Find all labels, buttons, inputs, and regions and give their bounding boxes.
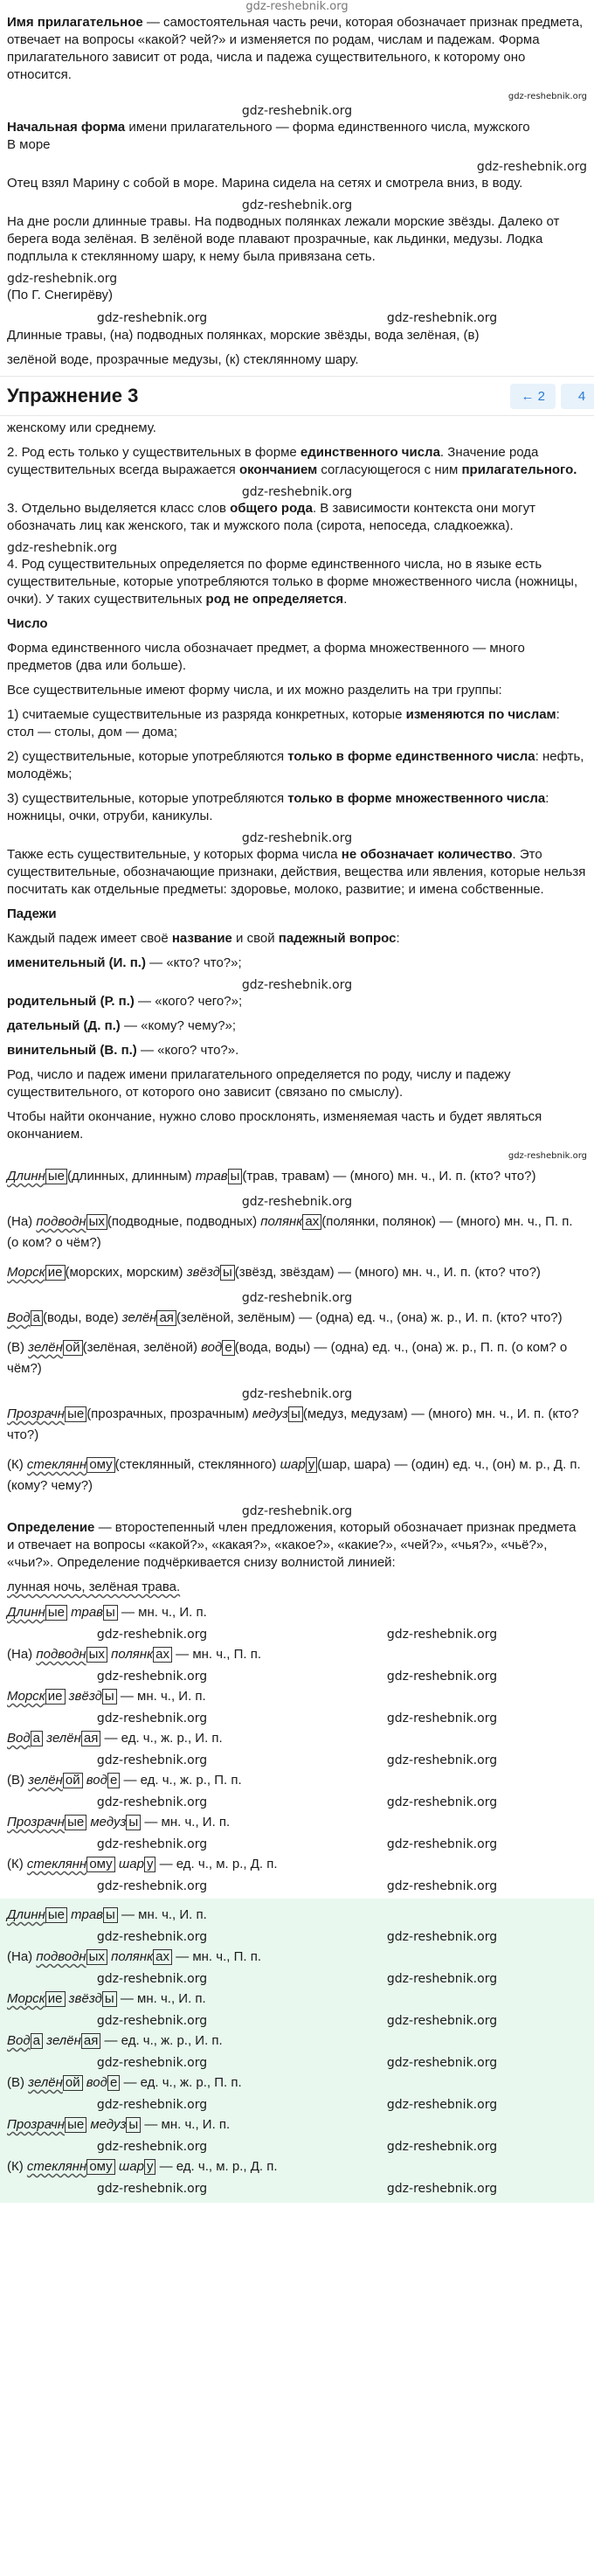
preposition: (На) [7, 1647, 37, 1662]
watermark: gdz-reshebnik.org [386, 2056, 498, 2070]
grammar-info: — (много) мн. ч., И. п. (кто? что?) [7, 1406, 579, 1442]
number-group-1: 1) считаемые существительные из разряда конкретных, которые изменяются по числам: стол — столы, дом — дома; [7, 707, 560, 739]
adjective-ending-box: ые [45, 1605, 67, 1621]
adjective-stem: подводн [36, 1949, 86, 1964]
watermark: gdz-reshebnik.org [96, 2098, 208, 2112]
answer-block [0, 1899, 594, 2203]
watermark: gdz-reshebnik.org [386, 1753, 498, 1767]
adjective-ending-box: ых [86, 1949, 107, 1965]
grammar-info: — (одна) ед. ч., (она) ж. р., И. п. (кто? что?) [294, 1310, 563, 1325]
watermark: gdz-reshebnik.org [386, 1837, 498, 1851]
watermark: gdz-reshebnik.org [386, 1628, 498, 1642]
watermark-row [7, 2140, 587, 2154]
watermark: gdz-reshebnik.org [241, 831, 353, 845]
watermark: gdz-reshebnik.org [96, 1795, 208, 1809]
number-text-1: Форма единственного числа обозначает предмет, а форма множественного — много предметов (два или больше). [7, 641, 525, 673]
noun-forms: (шар, шара) [317, 1457, 391, 1472]
noun-stem: полянк [111, 1647, 154, 1662]
adjective-forms: (зелёная, зелёной) [82, 1340, 202, 1355]
noun-stem: зелён [46, 1731, 81, 1746]
grammar-info: — мн. ч., П. п. [172, 1949, 261, 1964]
watermark: gdz-reshebnik.org [241, 978, 353, 992]
grammar-info: — мн. ч., И. п. [116, 1689, 206, 1704]
analysis-line [7, 1212, 587, 1253]
noun-stem: медуз [252, 1406, 289, 1421]
preposition: (К) [7, 1457, 27, 1472]
theory-item-2: 2. Род есть только у существительных в форме единственного числа. Значение рода существительных всегда выражается окончанием согласующегося с ним прилагательного. [7, 445, 577, 477]
definition-section [0, 1519, 594, 1596]
watermark: gdz-reshebnik.org [476, 160, 587, 174]
grammar-info: — (много) мн. ч., П. п. (о ком? о чём?) [7, 1214, 573, 1250]
preposition: (В) [7, 1773, 29, 1788]
adjective-forms: (длинных, длинным) [67, 1169, 196, 1184]
adjective-forms: (прозрачных, прозрачным) [86, 1406, 252, 1421]
noun-stem: вод [201, 1340, 223, 1355]
noun-ending-box: у [144, 2159, 156, 2175]
preposition: (На) [7, 1214, 37, 1229]
watermark: gdz-reshebnik.org [241, 198, 353, 212]
short-analysis-line [7, 1771, 587, 1790]
watermark: gdz-reshebnik.org [241, 1387, 353, 1401]
short-analysis-line [7, 2115, 587, 2135]
adjective-ending-box: ие [45, 1265, 66, 1281]
noun-stem: трав [71, 1907, 104, 1922]
preposition: (К) [7, 2159, 27, 2174]
adjective-ending-box: ые [45, 1169, 67, 1184]
intro-section [0, 14, 594, 369]
adjective-ending-box: ые [45, 1907, 67, 1923]
case-accusative: винительный (В. п.) — «кого? что?». [7, 1043, 239, 1058]
short-analysis-line [7, 1906, 587, 1925]
watermark: gdz-reshebnik.org [386, 2140, 498, 2154]
cases-intro: Каждый падеж имеет своё название и свой падежный вопрос: [7, 931, 400, 946]
watermark-row [7, 1930, 587, 1944]
watermark: gdz-reshebnik.org [96, 1837, 208, 1851]
exercise-text-2: На дне росли длинные травы. На подводных полянках лежали морские звёзды. Далеко от берега вода зелёная. В зелёной воде плавают прозрачные, как льдинки, медузы. Лодка подплыла к стеклянному шару, к нему была привязана сеть. [7, 214, 560, 264]
noun-ending-box: ая [81, 2033, 100, 2049]
adjective-ending-box: ые [65, 2117, 86, 2133]
noun-stem: зелён [121, 1310, 157, 1325]
term-initial-form: Начальная форма [7, 120, 126, 135]
noun-ending-box: ы [126, 1815, 141, 1830]
noun-ending-box: ах [153, 1647, 172, 1663]
watermark: gdz-reshebnik.org [96, 2014, 208, 2028]
adjective-ending-box: ые [65, 1815, 86, 1830]
grammar-info: — ед. ч., м. р., Д. п. [155, 1857, 278, 1871]
adjective-stem: Прозрачн [7, 1406, 66, 1421]
analysis-line [7, 1404, 587, 1446]
number-group-3: 3) существительные, которые употребляются только в форме множественного числа: ножницы, очки, отруби, каникулы. [7, 791, 549, 823]
watermark: gdz-reshebnik.org [386, 1795, 498, 1809]
adjective-stem: Морск [7, 1265, 45, 1280]
noun-stem: медуз [90, 2117, 127, 2132]
watermark-row [7, 311, 587, 325]
intro-text-2: имени прилагательного — форма единственного числа, мужского [125, 120, 530, 135]
case-genitive: родительный (Р. п.) — «кого? чего?»; [7, 994, 243, 1009]
phrases-line-1: Длинные травы, (на) подводных полянках, морские звёзды, вода зелёная, (в) [7, 328, 480, 343]
grammar-info: — (много) мн. ч., И. п. (кто? что?) [334, 1265, 541, 1280]
short-analysis-line [7, 1687, 587, 1706]
noun-ending-box: ы [288, 1406, 303, 1422]
short-analysis-line [7, 1989, 587, 2009]
case-nominative: именительный (И. п.) — «кто? что?»; [7, 955, 242, 970]
noun-ending-box: ы [103, 1907, 118, 1923]
preposition: (В) [7, 2075, 29, 2090]
adjective-stem: Длинн [7, 1907, 45, 1922]
noun-stem: шар [280, 1457, 306, 1472]
noun-stem: вод [86, 1773, 107, 1788]
noun-forms: (полянки, полянок) [321, 1214, 436, 1229]
noun-ending-box: ы [102, 1689, 117, 1705]
section-title-number: Число [7, 616, 48, 631]
adjective-ending-box: ому [86, 2159, 114, 2175]
noun-ending-box: ая [81, 1731, 100, 1746]
exercise-header [0, 376, 594, 416]
watermark: gdz-reshebnik.org [96, 2056, 208, 2070]
page-title: Упражнение 3 [7, 385, 139, 406]
watermark: gdz-reshebnik.org [241, 485, 353, 499]
grammar-info: — мн. ч., И. п. [116, 1991, 206, 2006]
watermark: gdz-reshebnik.org [386, 1930, 498, 1944]
short-analysis-line [7, 1855, 587, 1874]
answer-section [0, 1899, 594, 2203]
theory-section [0, 420, 594, 1163]
noun-ending-box: у [144, 1857, 156, 1872]
adjective-ending-box: ой [63, 1773, 83, 1788]
analysis-line [7, 1337, 587, 1379]
grammar-info: — ед. ч., м. р., Д. п. [155, 2159, 278, 2174]
watermark: gdz-reshebnik.org [96, 1753, 208, 1767]
theory-item-4: 4. Род существительных определяется по форме единственного числа, но в языке есть существительные, которые употребляются только в форме множественного числа (ножницы, очки). У таких существительных род не определяется. [7, 557, 578, 607]
noun-ending-box: ы [103, 1605, 118, 1621]
definition-example: лунная ночь, зелёная трава. [7, 1580, 181, 1594]
watermark: gdz-reshebnik.org [96, 2182, 208, 2196]
watermark-row [7, 2098, 587, 2112]
watermark: gdz-reshebnik.org [241, 1504, 353, 1518]
watermark-row [7, 1670, 587, 1684]
intro-paragraph-2 [7, 119, 587, 154]
section-title-cases: Падежи [7, 906, 57, 921]
watermark-row [7, 1795, 587, 1809]
adjective-stem: Прозрачн [7, 2117, 66, 2132]
noun-ending-box: ах [153, 1949, 172, 1965]
adjective-ending-box: ому [86, 1857, 114, 1872]
short-analysis-line [7, 1645, 587, 1664]
watermark: gdz-reshebnik.org [241, 1195, 353, 1209]
adjective-stem: зелён [28, 1773, 63, 1788]
analysis-line [7, 1166, 587, 1187]
noun-forms: (зелёной, зелёным) [176, 1310, 295, 1325]
watermark: gdz-reshebnik.org [386, 311, 498, 325]
exercise-text-1: Отец взял Марину с собой в море. Марина сидела на сетях и смотрела вниз, в воду. [7, 176, 523, 191]
number-group-2: 2) существительные, которые употребляются только в форме единственного числа: нефть, молодёжь; [7, 749, 584, 781]
grammar-info: — ед. ч., ж. р., П. п. [120, 1773, 242, 1788]
watermark-row [7, 2014, 587, 2028]
grammar-info: — ед. ч., ж. р., И. п. [100, 2033, 223, 2048]
next-exercise-button[interactable]: 4 [561, 384, 594, 409]
watermark-row [7, 1837, 587, 1851]
adjective-stem: подводн [36, 1647, 86, 1662]
adjective-stem: Морск [7, 1991, 45, 2006]
adjective-stem: Вод [7, 1310, 31, 1325]
adjective-forms: (воды, воде) [42, 1310, 122, 1325]
short-analysis-line [7, 2073, 587, 2093]
intro-text-1: — самостоятельная часть речи, которая обозначает признак предмета, отвечает на вопросы «какой? чей?» и изменяется по родам, числам и падежам. Форма прилагательного зависит от рода, числа и падежа существительного, к которому оно относится. [7, 15, 584, 82]
adjective-ending-box: ых [86, 1214, 107, 1230]
preposition: (В) [7, 1340, 29, 1355]
adjective-stem: зелён [28, 1340, 63, 1355]
watermark: gdz-reshebnik.org [7, 272, 118, 286]
cases-rule: Род, число и падеж имени прилагательного определяется по роду, числу и падежу существительного, от которого оно зависит (связано по смыслу). [7, 1067, 511, 1100]
grammar-info: — мн. ч., И. п. [117, 1907, 207, 1922]
noun-ending-box: ая [156, 1310, 176, 1326]
adjective-stem: Вод [7, 1731, 31, 1746]
short-analysis-line [7, 1948, 587, 1967]
noun-ending-box: ы [126, 2117, 141, 2133]
watermark: gdz-reshebnik.org [96, 1712, 208, 1725]
short-analysis-line [7, 1729, 587, 1748]
watermark-row [7, 1712, 587, 1725]
exercise-pager [510, 384, 594, 409]
short-analysis-line [7, 2031, 587, 2051]
watermark: gdz-reshebnik.org [7, 541, 118, 555]
noun-ending-box: ы [220, 1265, 235, 1281]
watermark: gdz-reshebnik.org [508, 1151, 587, 1161]
watermark: gdz-reshebnik.org [96, 1972, 208, 1986]
noun-ending-box: е [222, 1340, 234, 1356]
noun-stem: полянк [260, 1214, 303, 1229]
prev-exercise-button[interactable]: ← 2 [510, 384, 556, 409]
noun-ending-box: ах [302, 1214, 321, 1230]
analysis-line [7, 1308, 587, 1329]
watermark: gdz-reshebnik.org [96, 2140, 208, 2154]
noun-stem: звёзд [68, 1991, 102, 2006]
watermark-row [7, 1972, 587, 1986]
noun-stem: трав [71, 1605, 104, 1620]
adjective-ending-box: ой [63, 2075, 83, 2091]
adjective-ending-box: ой [63, 1340, 83, 1356]
watermark: gdz-reshebnik.org [386, 1670, 498, 1684]
watermark-row [7, 1879, 587, 1893]
short-analysis-line [7, 2157, 587, 2177]
adjective-ending-box: ие [45, 1991, 66, 2007]
case-dative: дательный (Д. п.) — «кому? чему?»; [7, 1018, 237, 1033]
theory-item-3: 3. Отдельно выделяется класс слов общего рода. В зависимости контекста они могут обозначать лиц как женского, так и мужского пола (сирота, непоседа, сладкоежка). [7, 501, 535, 533]
intro-text-tail: В море [7, 137, 51, 152]
grammar-info: — (один) ед. ч., (он) м. р., Д. п. (кому? чему?) [7, 1457, 581, 1493]
noun-stem: звёзд [68, 1689, 102, 1704]
watermark: gdz-reshebnik.org [508, 92, 587, 101]
watermark-row [7, 1628, 587, 1642]
watermark: gdz-reshebnik.org [386, 2014, 498, 2028]
number-text-3: Также есть существительные, у которых форма числа не обозначает количество. Это существительные, обозначающие признаки, действия, вещества или явления, которые нельзя посчитать как отдельные предметы: здоровье, молоко, развитие; и имена собственные. [7, 847, 586, 897]
intro-paragraph-1 [7, 14, 587, 84]
grammar-info: — (одна) ед. ч., (она) ж. р., П. п. (о ком? о чём?) [7, 1340, 568, 1376]
noun-forms: (трав, травам) [242, 1169, 330, 1184]
adjective-stem: стеклянн [26, 2159, 87, 2174]
short-analysis-list [0, 1603, 594, 1893]
watermark: gdz-reshebnik.org [96, 311, 208, 325]
watermark: gdz-reshebnik.org [386, 1972, 498, 1986]
adjective-stem: Длинн [7, 1169, 45, 1184]
short-analysis-line [7, 1603, 587, 1622]
watermark: gdz-reshebnik.org [96, 1879, 208, 1893]
watermark: gdz-reshebnik.org [96, 1670, 208, 1684]
adjective-ending-box: ых [86, 1647, 107, 1663]
watermark: gdz-reshebnik.org [241, 104, 353, 118]
grammar-info: — мн. ч., И. п. [141, 2117, 231, 2132]
noun-stem: шар [118, 2159, 144, 2174]
short-analysis-line [7, 1813, 587, 1832]
grammar-info: — ед. ч., ж. р., И. п. [100, 1731, 223, 1746]
adjective-ending-box: ому [86, 1457, 114, 1473]
analysis-line [7, 1262, 587, 1283]
noun-ending-box: ы [102, 1991, 117, 2007]
preposition: (К) [7, 1857, 27, 1871]
adjective-stem: Морск [7, 1689, 45, 1704]
preposition: (На) [7, 1949, 37, 1964]
adjective-stem: Длинн [7, 1605, 45, 1620]
grammar-info: — ед. ч., ж. р., П. п. [120, 2075, 242, 2090]
watermark: gdz-reshebnik.org [386, 2182, 498, 2196]
adjective-forms: (морских, морским) [65, 1265, 187, 1280]
author-line: (По Г. Снегирёву) [7, 288, 114, 302]
term-adjective: Имя прилагательное [7, 15, 143, 30]
adjective-ending-box: а [31, 2033, 43, 2049]
adjective-stem: Прозрачн [7, 1815, 66, 1830]
adjective-forms: (стеклянный, стеклянного) [114, 1457, 280, 1472]
noun-stem: трав [195, 1169, 228, 1184]
analysis-list [0, 1166, 594, 1517]
noun-stem: звёзд [186, 1265, 220, 1280]
watermark: gdz-reshebnik.org [96, 1930, 208, 1944]
noun-ending-box: ы [228, 1169, 243, 1184]
watermark-row [7, 2056, 587, 2070]
watermark-row [7, 2182, 587, 2196]
top-watermark: gdz-reshebnik.org [245, 0, 349, 13]
noun-stem: шар [118, 1857, 144, 1871]
adjective-stem: подводн [36, 1214, 86, 1229]
watermark: gdz-reshebnik.org [241, 1291, 353, 1305]
adjective-ending-box: а [31, 1731, 43, 1746]
noun-stem: вод [86, 2075, 107, 2090]
adjective-ending-box: а [31, 1310, 43, 1326]
noun-ending-box: е [107, 1773, 120, 1788]
watermark: gdz-reshebnik.org [96, 1628, 208, 1642]
noun-forms: (звёзд, звёздам) [234, 1265, 335, 1280]
watermark: gdz-reshebnik.org [386, 1879, 498, 1893]
adjective-stem: Вод [7, 2033, 31, 2048]
grammar-info: — (много) мн. ч., И. п. (кто? что?) [329, 1169, 536, 1184]
adjective-stem: зелён [28, 2075, 63, 2090]
noun-stem: медуз [90, 1815, 127, 1830]
watermark: gdz-reshebnik.org [386, 2098, 498, 2112]
grammar-info: — мн. ч., И. п. [141, 1815, 231, 1830]
noun-stem: зелён [46, 2033, 81, 2048]
adjective-forms: (подводные, подводных) [107, 1214, 261, 1229]
noun-ending-box: у [306, 1457, 318, 1473]
noun-ending-box: е [107, 2075, 120, 2091]
definition-text: Определение — второстепенный член предложения, который обозначает признак предмета и отвечает на вопросы «какой?», «какая?», «какое?», «какие?», «чей?», «чья?», «чьё?», «чьи?». Определение подчёркивается снизу волнистой линией: [7, 1520, 577, 1570]
adjective-stem: стеклянн [26, 1457, 87, 1472]
adjective-stem: стеклянн [26, 1857, 87, 1871]
noun-forms: (вода, воды) [234, 1340, 311, 1355]
phrases-line-2: зелёной воде, прозрачные медузы, (к) стеклянному шару. [7, 352, 359, 367]
watermark: gdz-reshebnik.org [386, 1712, 498, 1725]
ending-rule: Чтобы найти окончание, нужно слово просклонять, изменяемая часть и будет являться окончанием. [7, 1109, 542, 1142]
grammar-info: — мн. ч., П. п. [172, 1647, 261, 1662]
noun-forms: (медуз, медузам) [302, 1406, 408, 1421]
adjective-ending-box: ые [65, 1406, 86, 1422]
analysis-line [7, 1455, 587, 1496]
adjective-ending-box: ие [45, 1689, 66, 1705]
noun-stem: полянк [111, 1949, 154, 1964]
theory-cut-line: женскому или среднему. [7, 420, 156, 435]
number-text-2: Все существительные имеют форму числа, и их можно разделить на три группы: [7, 683, 502, 698]
watermark-row [7, 1753, 587, 1767]
grammar-info: — мн. ч., И. п. [117, 1605, 207, 1620]
